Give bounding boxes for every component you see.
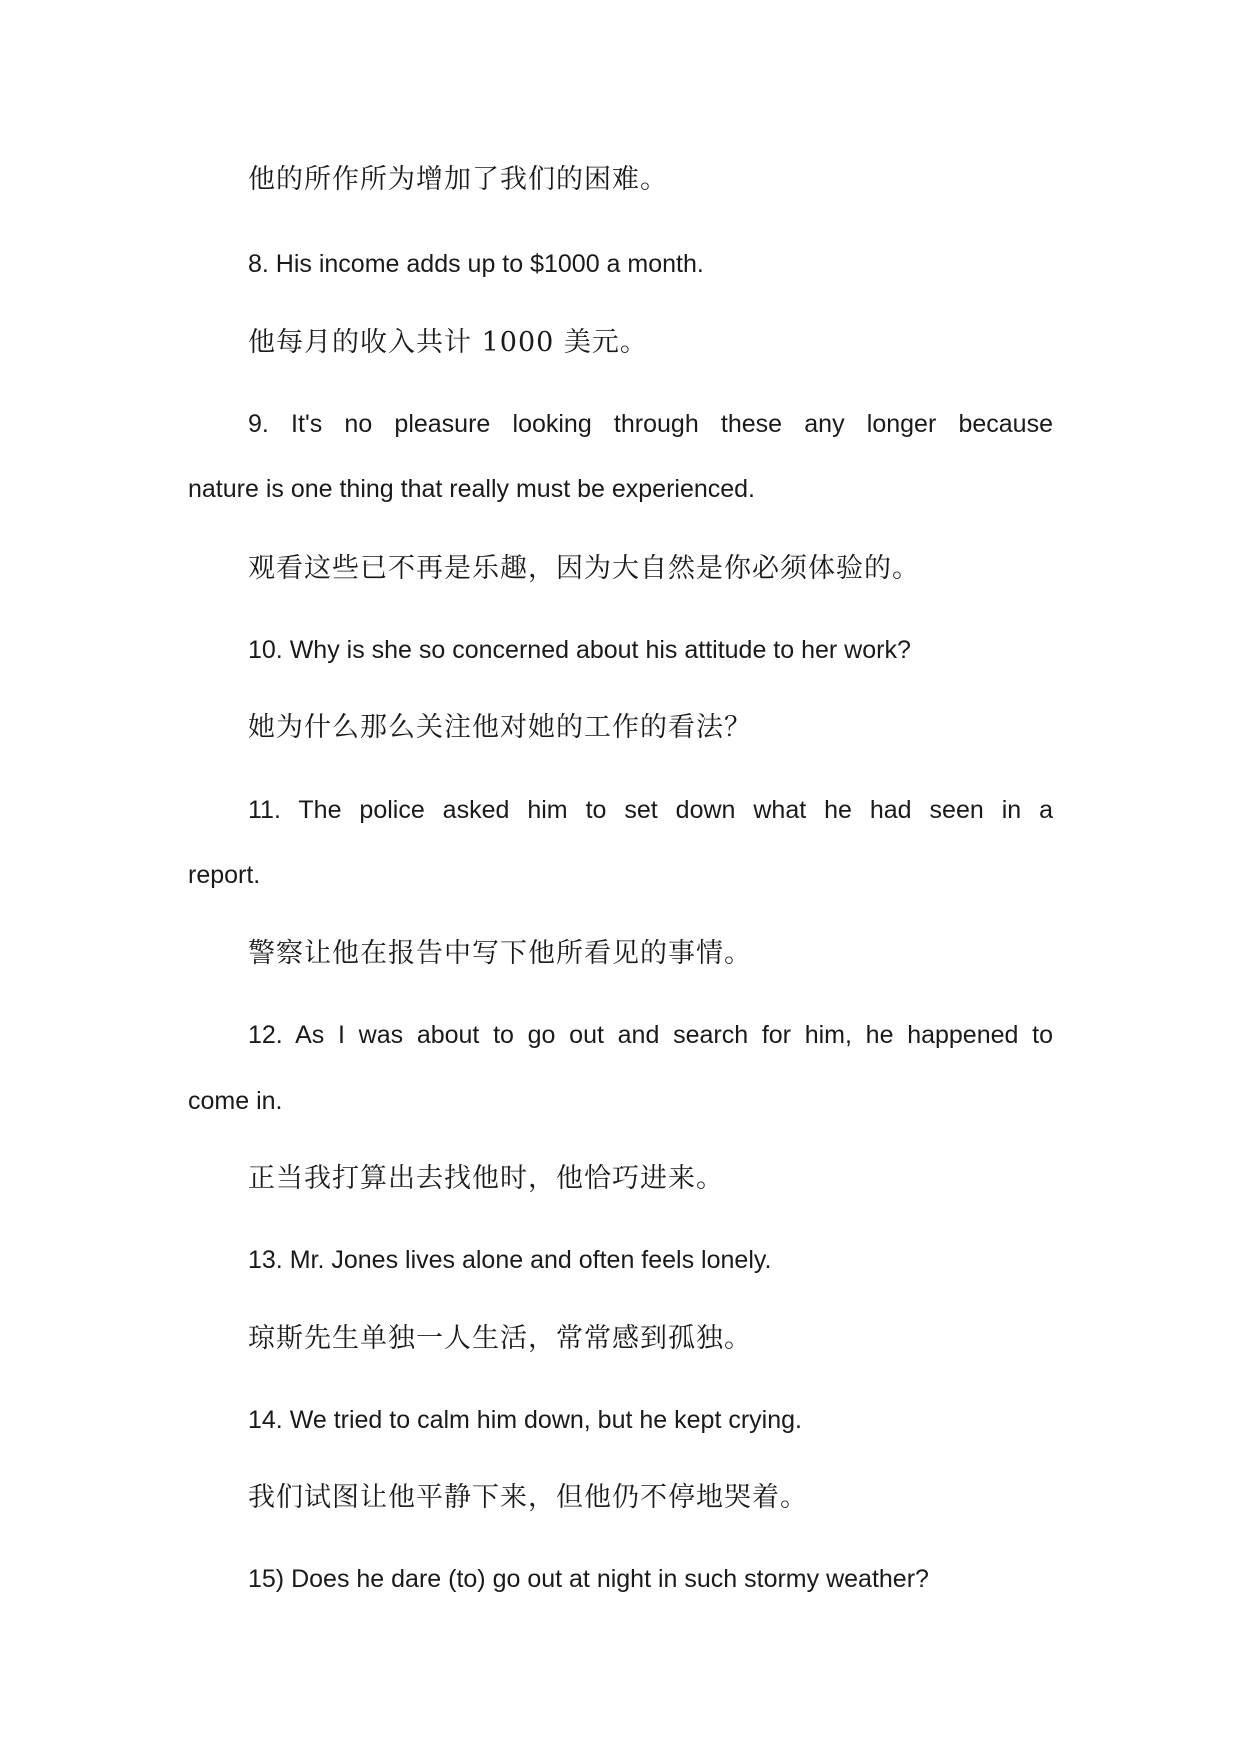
line-sentence-12b: come in.: [188, 1087, 283, 1115]
line-translation-8: 他每月的收入共计 1000 美元。: [248, 327, 648, 358]
line-sentence-8: 8. His income adds up to $1000 a month.: [248, 250, 704, 278]
line-translation-10: 她为什么那么关注他对她的工作的看法？: [248, 712, 752, 743]
line-sentence-14: 14. We tried to calm him down, but he kept crying.: [248, 1406, 802, 1434]
line-sentence-11b: report.: [188, 861, 261, 889]
line-translation-9: 观看这些已不再是乐趣，因为大自然是你必须体验的。: [248, 553, 920, 584]
line-translation-11: 警察让他在报告中写下他所看见的事情。: [248, 938, 752, 969]
line-sentence-11a: 11. The police asked him to set down what he had seen in a: [248, 796, 1053, 824]
line-sentence-9b: nature is one thing that really must be experienced.: [188, 475, 756, 503]
line-translation-12: 正当我打算出去找他时，他恰巧进来。: [248, 1163, 724, 1194]
line-translation-13: 琼斯先生单独一人生活，常常感到孤独。: [248, 1323, 752, 1354]
line-sentence-10: 10. Why is she so concerned about his attitude to her work?: [248, 636, 911, 664]
line-sentence-15: 15) Does he dare (to) go out at night in such stormy weather?: [248, 1565, 929, 1593]
line-sentence-13: 13. Mr. Jones lives alone and often feels lonely.: [248, 1246, 772, 1274]
line-translation-14: 我们试图让他平静下来，但他仍不停地哭着。: [248, 1482, 808, 1513]
line-sentence-9a: 9. It's no pleasure looking through these any longer because: [248, 410, 1053, 438]
line-translation-7: 他的所作所为增加了我们的困难。: [248, 164, 668, 195]
line-sentence-12a: 12. As I was about to go out and search for him, he happened to: [248, 1021, 1053, 1049]
